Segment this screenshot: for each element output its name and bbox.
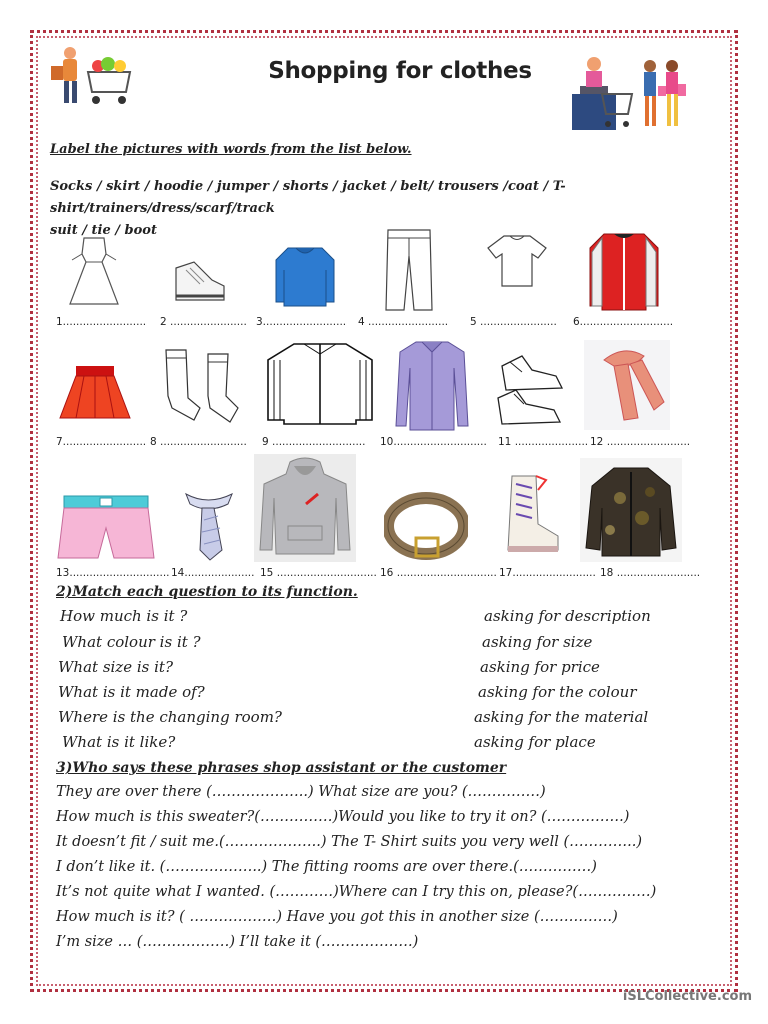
trainer-picture — [172, 256, 228, 308]
function-1: asking for description — [484, 607, 651, 625]
shorts-picture — [56, 492, 156, 564]
picture-label-12[interactable]: 12 ......................... — [590, 436, 691, 448]
coat-picture — [580, 458, 682, 562]
phrase-line-1: They are over there (………………..) What size are you? (……………) — [56, 784, 546, 800]
picture-label-7[interactable]: 7......................... — [56, 436, 147, 448]
picture-label-1[interactable]: 1......................... — [56, 316, 147, 328]
picture-label-9[interactable]: 9 ............................ — [262, 436, 366, 448]
phrase-line-2: How much is this sweater?(……………)Would you like to try it on? (…………….) — [56, 809, 630, 825]
function-3: asking for price — [480, 658, 600, 676]
phrase-line-4: I don’t like it. (………………..) The fitting rooms are over there.(……………) — [56, 859, 597, 875]
skirt-picture — [56, 356, 134, 426]
picture-label-18[interactable]: 18 ......................... — [600, 567, 701, 579]
picture-label-16[interactable]: 16 .............................. — [380, 567, 497, 579]
question-5: Where is the changing room? — [58, 708, 282, 726]
jumper-picture — [274, 244, 336, 310]
belt-picture — [384, 490, 468, 562]
tie-picture — [178, 490, 240, 564]
page-title: Shopping for clothes — [268, 58, 532, 84]
shop-counter-illustration — [572, 52, 690, 132]
picture-label-4[interactable]: 4 ........................ — [358, 316, 449, 328]
dress-picture — [66, 236, 122, 308]
word-list-line1: Socks / skirt / hoodie / jumper / shorts / jacket / belt/ trousers /coat / T- shirt/trainers/dress/scarf/track — [50, 179, 566, 216]
phrase-line-6: How much is it? ( ………………) Have you got this in another size (……………) — [56, 909, 618, 925]
jacket-picture — [588, 230, 660, 314]
picture-label-8[interactable]: 8 .......................... — [150, 436, 247, 448]
watermark: iSLCollective.com — [622, 989, 752, 1004]
t-shirt-picture — [486, 234, 548, 288]
shopping-cart-illustration — [48, 44, 138, 110]
picture-label-11[interactable]: 11 ...................... — [498, 436, 589, 448]
phrase-line-3: It doesn’t fit / suit me.(………………..) The T- Shirt suits you very well (…………..) — [56, 834, 642, 850]
boot-picture — [492, 466, 566, 558]
phrase-line-5: It’s not quite what I wanted. (…………)Where can I try this on, please?(……………) — [56, 884, 657, 900]
boots-shoes-picture — [492, 346, 572, 430]
question-3: What size is it? — [58, 658, 173, 676]
exercise3-heading: 3)Who says these phrases shop assistant or the customer — [56, 760, 507, 776]
picture-label-3[interactable]: 3......................... — [256, 316, 347, 328]
question-2: What colour is it ? — [62, 633, 201, 651]
shirt-picture — [394, 338, 470, 434]
socks-picture — [156, 346, 248, 430]
trousers-picture — [384, 226, 434, 312]
question-1: How much is it ? — [60, 607, 188, 625]
word-list-line2: suit / tie / boot — [50, 223, 157, 238]
phrase-line-7: I’m size … (………………) I’ll take it (……………….) — [56, 934, 419, 950]
tracksuit-top-picture — [264, 340, 376, 428]
picture-label-17[interactable]: 17......................... — [499, 567, 596, 579]
picture-label-15[interactable]: 15 .............................. — [260, 567, 377, 579]
picture-label-5[interactable]: 5 ....................... — [470, 316, 557, 328]
function-6: asking for place — [474, 733, 596, 751]
function-4: asking for the colour — [478, 683, 637, 701]
picture-label-14[interactable]: 14..................... — [171, 567, 255, 579]
hoodie-picture — [254, 454, 356, 562]
scarf-picture — [584, 340, 670, 430]
picture-label-2[interactable]: 2 ....................... — [160, 316, 247, 328]
picture-label-13[interactable]: 13.............................. — [56, 567, 170, 579]
function-5: asking for the material — [474, 708, 649, 726]
function-2: asking for size — [482, 633, 593, 651]
picture-label-10[interactable]: 10............................ — [380, 436, 487, 448]
picture-label-6[interactable]: 6............................ — [573, 316, 674, 328]
question-6: What is it like? — [62, 733, 176, 751]
question-4: What is it made of? — [58, 683, 205, 701]
exercise2-heading: 2)Match each question to its function. — [56, 584, 358, 600]
exercise1-instruction: Label the pictures with words from the list below. — [50, 142, 412, 157]
